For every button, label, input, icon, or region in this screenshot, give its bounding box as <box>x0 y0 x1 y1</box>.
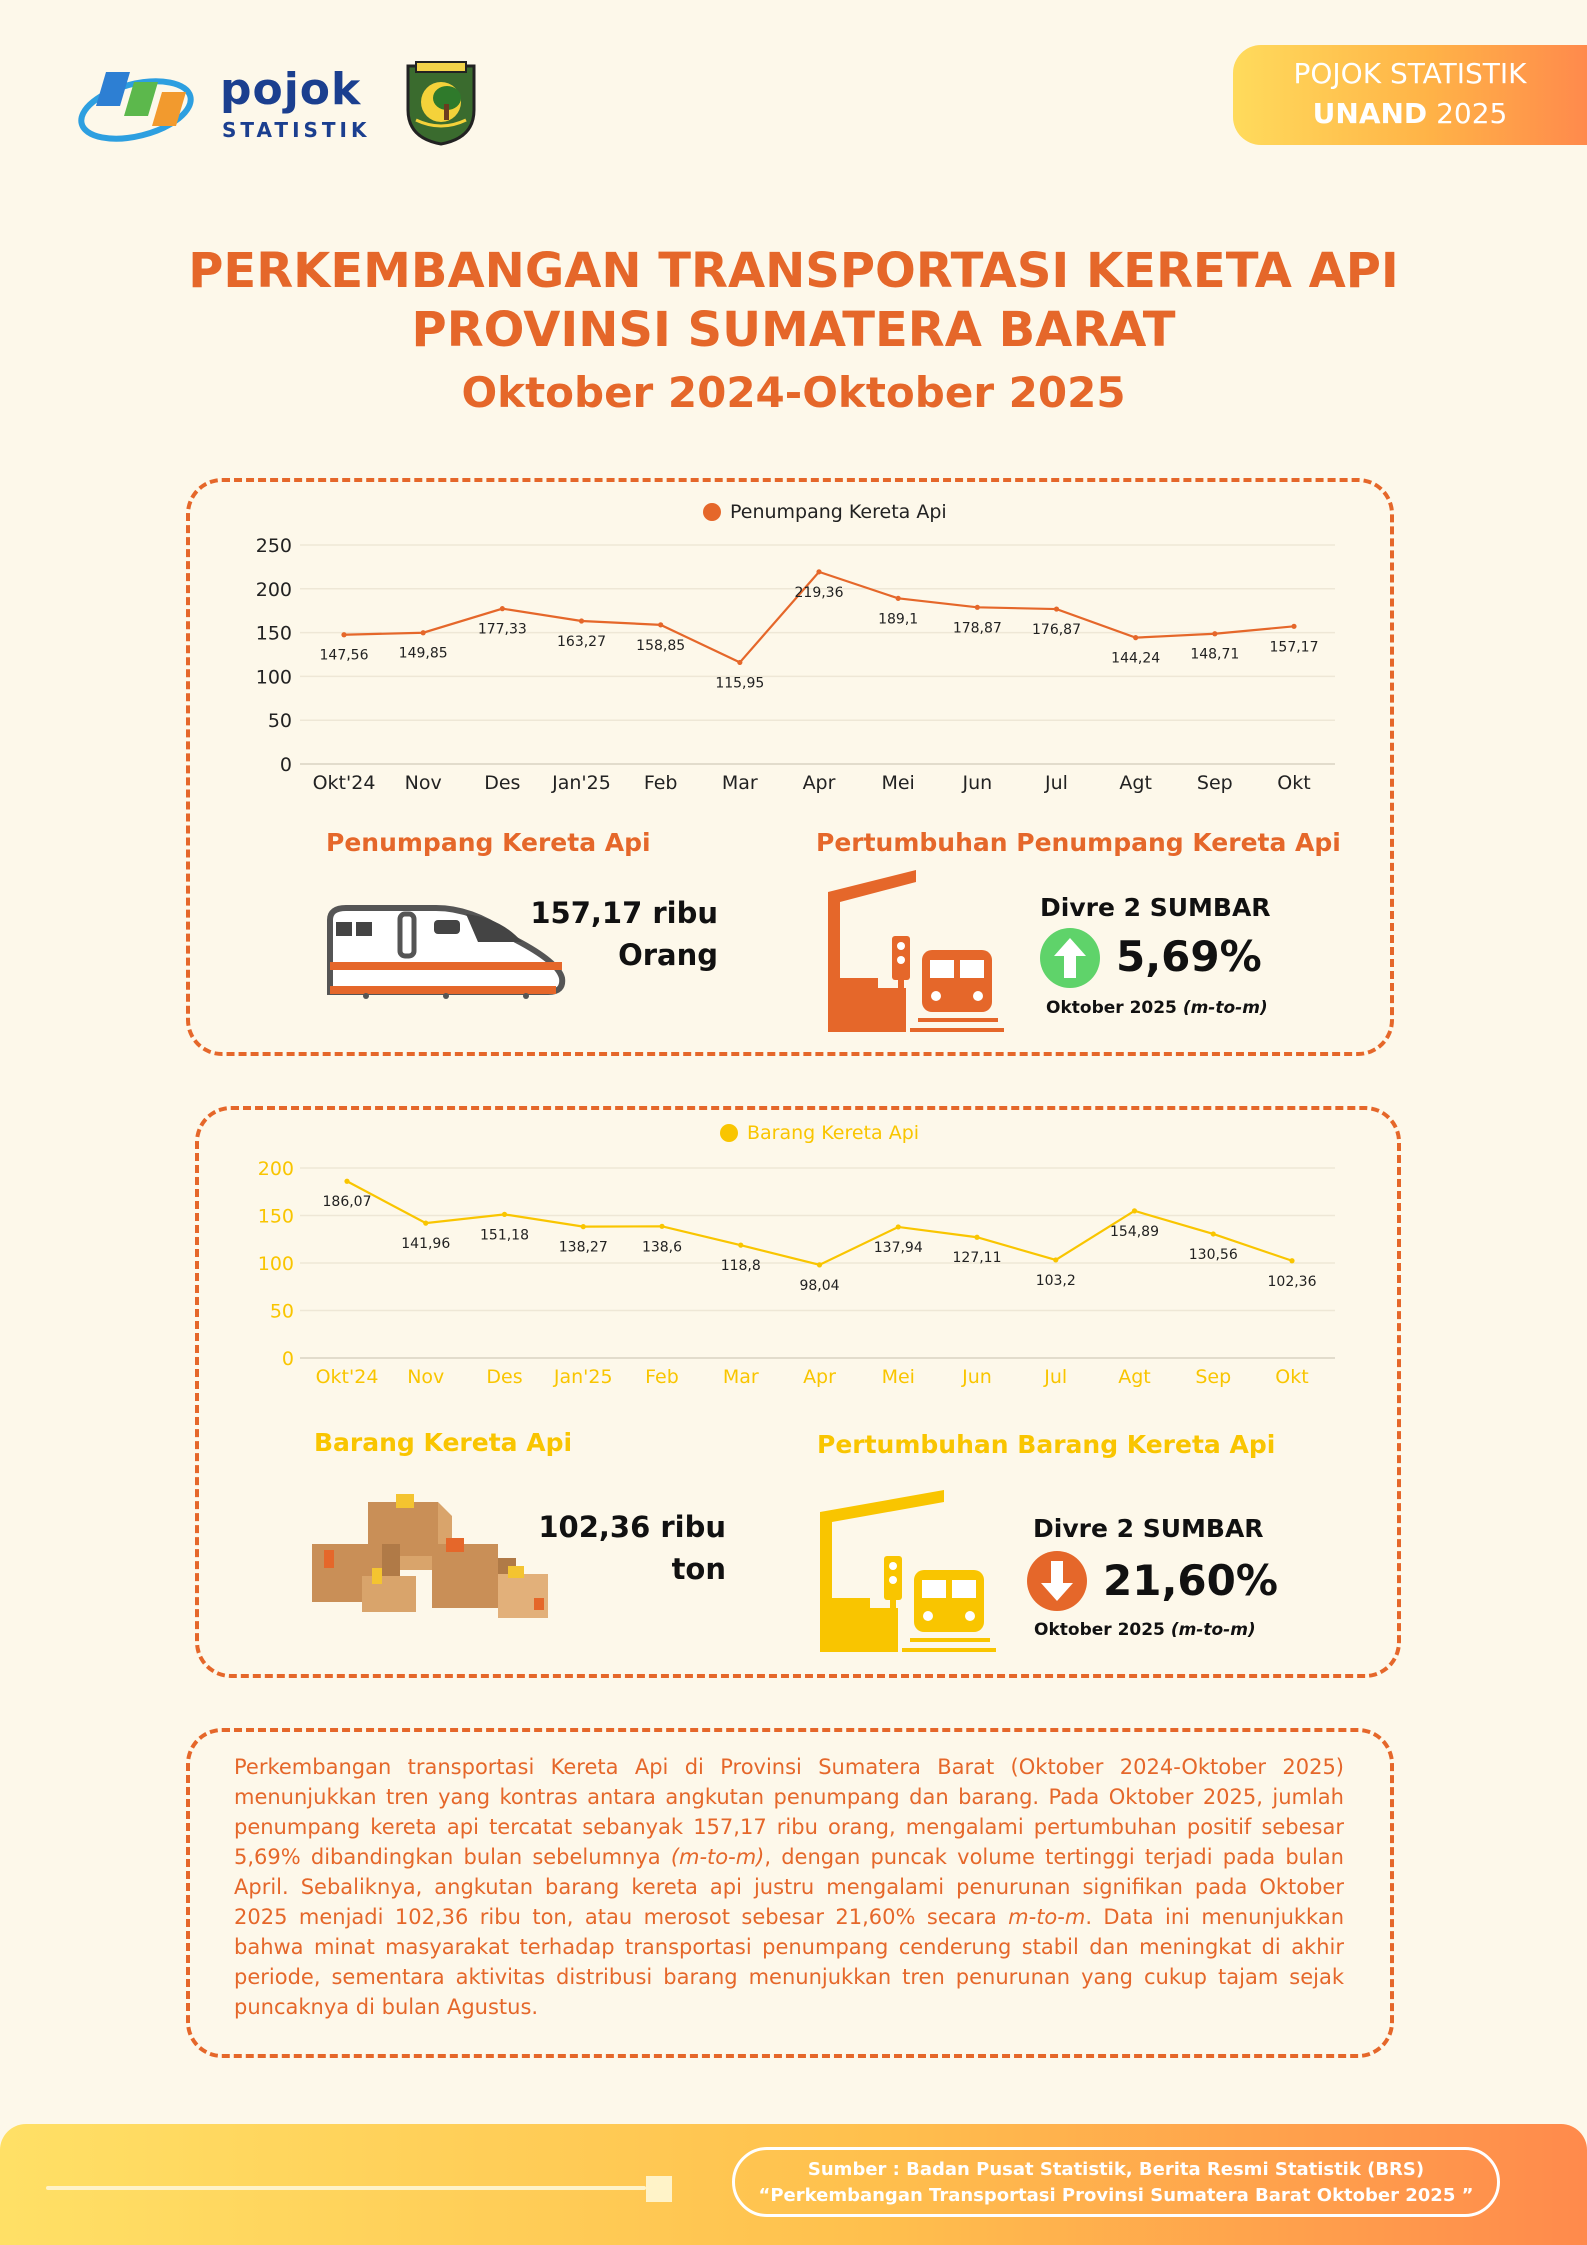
y-tick-label: 250 <box>255 535 292 557</box>
y-tick-label: 200 <box>257 1158 294 1180</box>
narrative-italic2: m-to-m <box>1008 1905 1086 1929</box>
y-tick-label: 0 <box>281 1348 294 1370</box>
x-tick-label: Apr <box>802 772 836 794</box>
passenger-period-note: (m-to-m) <box>1182 998 1268 1018</box>
pojok-wordmark: pojok <box>220 64 362 115</box>
x-tick-label: Jul <box>1044 1366 1068 1388</box>
narrative-part3: . Data ini menunjukkan bahwa minat masyarakat terhadap transportasi penumpang cenderung stabil dan meningkat di akhir periode, sementara aktivitas distribusi barang menunjukkan tren penurunan yang cukup tajam sejak puncaknya di bulan Agustus. <box>234 1905 1345 2019</box>
goods-period-note: (m-to-m) <box>1170 1620 1256 1640</box>
x-tick-label: Des <box>486 1366 523 1388</box>
data-label: 151,18 <box>480 1227 529 1244</box>
badge-line1: POJOK STATISTIK <box>1293 57 1527 90</box>
data-label: 219,36 <box>794 584 844 601</box>
y-tick-label: 150 <box>255 622 292 645</box>
passenger-value-line2: Orang <box>618 938 718 972</box>
data-label: 130,56 <box>1188 1246 1238 1263</box>
x-tick-label: Okt'24 <box>312 772 376 794</box>
data-label: 115,95 <box>715 675 765 692</box>
narrative-part2: , dengan puncak volume tertinggi terjadi pada bulan April. Sebaliknya, angkutan barang kereta api justru mengalami penurunan signifikan pada Oktober 2025 menjadi 102,36 ribu ton, atau merosot sebesar 21,60% secara <box>234 1845 1344 1929</box>
data-label: 141,96 <box>401 1236 451 1253</box>
y-tick-label: 50 <box>267 710 292 733</box>
station-icon <box>818 1490 996 1652</box>
x-tick-label: Okt <box>1275 1366 1309 1388</box>
data-label: 144,24 <box>1111 650 1161 667</box>
passenger-growth-value: 5,69% <box>1116 932 1262 981</box>
data-label: 103,2 <box>1035 1272 1076 1289</box>
title-line3: Oktober 2024-Oktober 2025 <box>461 368 1126 417</box>
data-label: 138,27 <box>558 1239 608 1256</box>
data-label: 176,87 <box>1032 622 1081 639</box>
x-tick-label: Okt <box>1277 772 1311 794</box>
data-point <box>344 1179 349 1184</box>
x-tick-label: Des <box>484 772 521 794</box>
goods-growth-value: 21,60% <box>1103 1556 1278 1605</box>
data-label: 178,87 <box>952 620 1002 637</box>
goods-value <box>530 1506 726 1590</box>
data-label: 138,6 <box>641 1239 683 1256</box>
x-tick-label: Mei <box>881 1366 915 1388</box>
x-tick-label: Jun <box>962 772 993 794</box>
title-line2: PROVINSI SUMATERA BARAT <box>411 302 1176 358</box>
goods-value-line1: 102,36 ribu <box>538 1510 726 1544</box>
data-point <box>1053 1257 1058 1262</box>
data-point <box>581 1224 586 1229</box>
data-label: 177,33 <box>477 621 527 638</box>
x-tick-label: Mar <box>721 772 758 794</box>
data-point <box>817 1262 822 1267</box>
x-tick-label: Jun <box>962 1366 992 1388</box>
passenger-growth-heading: Pertumbuhan Penumpang Kereta Api <box>816 828 1341 857</box>
goods-region: Divre 2 SUMBAR <box>1033 1514 1264 1543</box>
y-tick-label: 50 <box>269 1300 294 1323</box>
data-point <box>738 1243 743 1248</box>
legend-label: Penumpang Kereta Api <box>730 501 947 523</box>
x-tick-label: Apr <box>803 1366 836 1388</box>
y-tick-label: 100 <box>255 666 292 689</box>
x-tick-label: Mei <box>881 772 915 794</box>
x-tick-label: Agt <box>1118 1366 1151 1388</box>
x-tick-label: Nov <box>404 772 442 794</box>
x-tick-label: Jan'25 <box>552 772 611 794</box>
narrative-italic1: (m-to-m) <box>670 1845 765 1869</box>
goods-period-month: Oktober 2025 <box>1034 1620 1165 1640</box>
data-label: 98,04 <box>799 1277 840 1294</box>
source-line2: “Perkembangan Transportasi Provinsi Sumatera Barat Oktober 2025 ” <box>758 2185 1474 2206</box>
goods-value-line2: ton <box>671 1552 726 1586</box>
data-point <box>423 1221 428 1226</box>
y-tick-label: 150 <box>257 1205 294 1228</box>
data-label: 102,36 <box>1267 1273 1317 1290</box>
goods-period <box>1034 1620 1256 1640</box>
data-label: 149,85 <box>398 645 448 662</box>
data-label: 189,1 <box>878 611 919 628</box>
data-label: 127,11 <box>952 1250 1002 1267</box>
statistik-wordmark: STATISTIK <box>222 118 371 142</box>
y-tick-label: 0 <box>279 754 292 776</box>
x-tick-label: Mar <box>722 1366 759 1388</box>
goods-growth-heading: Pertumbuhan Barang Kereta Api <box>817 1430 1276 1459</box>
passenger-heading: Penumpang Kereta Api <box>326 828 651 857</box>
x-tick-label: Nov <box>407 1366 445 1388</box>
narrative-text <box>234 1752 1344 2022</box>
x-tick-label: Feb <box>643 772 678 794</box>
data-point <box>502 1212 507 1217</box>
boxes-icon <box>312 1494 552 1624</box>
data-label: 137,94 <box>873 1239 923 1256</box>
data-point <box>1289 1258 1294 1263</box>
data-label: 154,89 <box>1110 1223 1159 1240</box>
source-citation <box>732 2147 1500 2217</box>
data-label: 163,27 <box>557 633 606 650</box>
data-label: 147,56 <box>319 647 369 664</box>
x-tick-label: Sep <box>1196 772 1233 794</box>
badge-year: 2025 <box>1436 97 1508 130</box>
arrow-down-icon <box>1027 1551 1087 1611</box>
passenger-region: Divre 2 SUMBAR <box>1040 893 1271 922</box>
x-tick-label: Agt <box>1119 772 1152 794</box>
x-tick-label: Okt'24 <box>315 1366 379 1388</box>
data-label: 158,85 <box>636 637 686 654</box>
source-line1: Sumber : Badan Pusat Statistik, Berita Resmi Statistik (BRS) <box>807 2159 1425 2180</box>
passenger-value-line1: 157,17 ribu <box>530 896 718 930</box>
data-point <box>659 1224 664 1229</box>
x-tick-label: Feb <box>645 1366 679 1388</box>
goods-heading: Barang Kereta Api <box>314 1428 573 1457</box>
x-tick-label: Sep <box>1195 1366 1232 1388</box>
data-point <box>974 1235 979 1240</box>
x-tick-label: Jul <box>1045 772 1068 794</box>
y-tick-label: 100 <box>257 1253 294 1275</box>
data-point <box>896 1224 901 1229</box>
passenger-period-month: Oktober 2025 <box>1046 998 1177 1018</box>
legend-label: Barang Kereta Api <box>747 1122 920 1144</box>
data-label: 186,07 <box>322 1194 372 1211</box>
y-tick-label: 200 <box>255 578 292 601</box>
footer-decor-square <box>646 2176 672 2202</box>
data-point <box>1211 1231 1216 1236</box>
narrative-part1: Perkembangan transportasi Kereta Api di Provinsi Sumatera Barat (Oktober 2024-Oktober 2025) menunjukkan tren yang kontras antara angkutan penumpang dan barang. Pada Oktober 2025, jumlah penumpang kereta api tercatat sebanyak 157,17 ribu orang, mengalami pertumbuhan positif sebesar 5,69% dibandingkan bulan sebelumnya <box>234 1755 1344 1869</box>
badge-bold: UNAND <box>1312 97 1428 130</box>
data-label: 157,17 <box>1269 639 1319 656</box>
data-point <box>1132 1208 1137 1213</box>
data-label: 148,71 <box>1190 646 1240 663</box>
title-line1: PERKEMBANGAN TRANSPORTASI KERETA API <box>188 243 1399 299</box>
legend-marker <box>720 1124 738 1142</box>
data-label: 118,8 <box>720 1258 761 1275</box>
x-tick-label: Jan'25 <box>553 1366 613 1388</box>
footer-decor-line <box>46 2186 646 2190</box>
